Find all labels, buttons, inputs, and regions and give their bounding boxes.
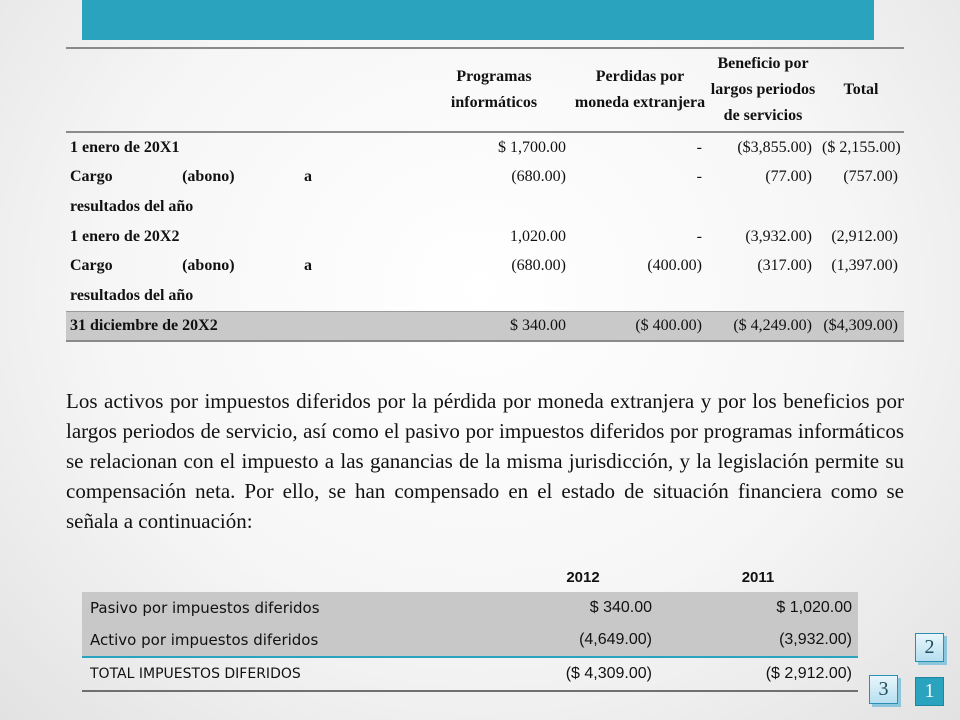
header-perdidas: Perdidas por moneda extranjera [574, 68, 706, 111]
page-3-button[interactable]: 3 [869, 675, 898, 704]
table-row [82, 592, 858, 624]
header-total: Total [843, 81, 879, 98]
row-label-part: (abono) [182, 257, 235, 274]
summary-label: Pasivo por impuestos diferidos [82, 592, 508, 624]
cell-programas: $ 340.00 [276, 312, 572, 342]
table-row [66, 251, 904, 312]
cell-perdidas: (400.00) [647, 257, 702, 274]
cell-programas: $ 1,700.00 [498, 139, 566, 156]
cell-total: (2,912.00) [831, 228, 898, 245]
summary-header-blank [82, 562, 508, 592]
summary-header-row [82, 562, 858, 592]
summary-value-2011: ($ 2,912.00) [658, 657, 858, 691]
summary-label: Activo por impuestos diferidos [82, 624, 508, 657]
cell-programas: 1,020.00 [510, 228, 566, 245]
cell-beneficio: (317.00) [757, 257, 812, 274]
deferred-tax-summary-table [82, 562, 858, 692]
cell-total: (757.00) [843, 168, 898, 185]
cell-total: ($4,309.00) [818, 312, 904, 342]
summary-header-year-2012: 2012 [566, 568, 600, 586]
row-label: 1 enero de 20X1 [70, 139, 180, 156]
row-label-part: Cargo [70, 257, 113, 274]
header-programas: Programas informáticos [450, 68, 538, 111]
summary-value-2011: (3,932.00) [658, 624, 858, 657]
row-label: 31 diciembre de 20X2 [66, 312, 276, 342]
cell-beneficio: (77.00) [765, 168, 812, 185]
row-label-part: resultados del año [70, 287, 194, 304]
summary-value-2012: $ 340.00 [508, 592, 658, 624]
table-row [82, 624, 858, 657]
summary-value-2012: ($ 4,309.00) [508, 657, 658, 691]
cell-programas: (680.00) [511, 168, 566, 185]
row-label [66, 251, 312, 312]
row-label-part: a [303, 168, 312, 185]
page-1-button[interactable]: 1 [915, 677, 944, 706]
summary-value-2011: $ 1,020.00 [658, 592, 858, 624]
row-label-part: a [303, 257, 312, 274]
cell-beneficio: (3,932.00) [745, 228, 812, 245]
deferred-tax-movement-table [66, 47, 904, 342]
cell-beneficio: ($ 4,249.00) [708, 312, 818, 342]
cell-perdidas: ($ 400.00) [572, 312, 708, 342]
cell-total: (1,397.00) [831, 257, 898, 274]
table-row [66, 162, 904, 222]
header-banner [82, 0, 874, 40]
explanation-paragraph: Los activos por impuestos diferidos por la pérdida por moneda extranjera y por los beneficios por largos periodos de servicio, así como el pasivo por impuestos diferidos por programas informáticos se relacionan con el impuesto a las ganancias de la misma jurisdicción, y la legislación permite su compensación neta. Por ello, se han compensado en el estado de situación financiera como se señala a continuación: [66, 389, 904, 533]
row-label-part: Cargo [70, 168, 113, 185]
row-label: 1 enero de 20X2 [70, 228, 180, 245]
page-2-button[interactable]: 2 [915, 633, 944, 662]
summary-total-row [82, 657, 858, 691]
table-header-row [66, 48, 904, 132]
cell-perdidas: - [696, 228, 702, 245]
cell-perdidas: - [696, 139, 702, 156]
cell-beneficio: ($3,855.00) [737, 139, 812, 156]
header-blank [66, 48, 276, 132]
table-total-row [66, 312, 904, 342]
table-row [66, 132, 904, 162]
header-beneficio: Beneficio por largos periodos de servicios [710, 55, 816, 124]
cell-total: ($ 2,155.00) [822, 139, 901, 156]
cell-perdidas: - [696, 168, 702, 185]
row-label [66, 162, 312, 222]
cell-programas: (680.00) [511, 257, 566, 274]
row-label-part: resultados del año [70, 198, 194, 215]
summary-label: TOTAL IMPUESTOS DIFERIDOS [82, 657, 508, 691]
table-row [66, 222, 904, 251]
row-label-part: (abono) [182, 168, 235, 185]
summary-header-year-2011: 2011 [741, 568, 775, 586]
summary-value-2012: (4,649.00) [508, 624, 658, 657]
